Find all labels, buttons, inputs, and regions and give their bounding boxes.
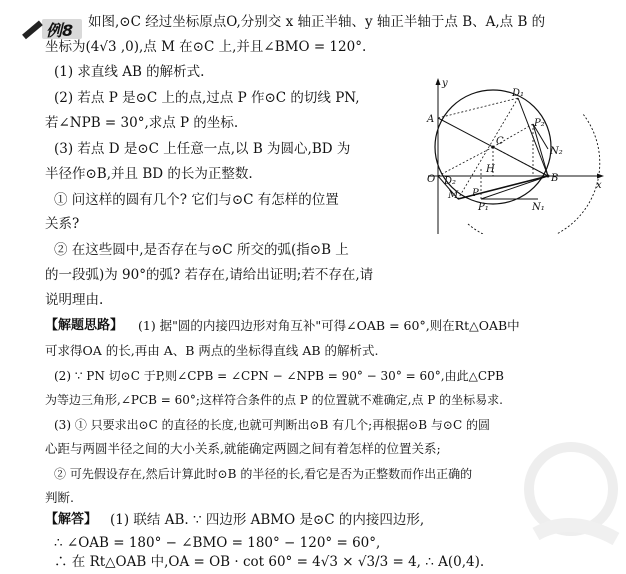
- problem-line-2: 坐标为(4√3 ,0),点 M 在⊙C 上,并且∠BMO = 120°.: [45, 39, 367, 55]
- problem-line-6: (3) 若点 D 是⊙C 上任意一点,以 B 为圆心,BD 为: [54, 141, 351, 157]
- problem-line-11: 的一段弧)为 90°的弧? 若存在,请给出证明;若不存在,请: [45, 267, 374, 283]
- problem-line-12: 说明理由.: [45, 292, 104, 308]
- label-p1: P₁: [478, 202, 489, 213]
- problem-line-4: (2) 若点 P 是⊙C 上的点,过点 P 作⊙C 的切线 PN,: [54, 90, 360, 106]
- label-b: B: [551, 173, 559, 184]
- problem-line-9: 关系?: [45, 216, 80, 232]
- label-y-axis: y: [442, 78, 448, 89]
- watermark-seal: [476, 434, 626, 554]
- label-d2: D₂: [444, 176, 457, 187]
- problem-line-3: (1) 求直线 AB 的解析式.: [54, 64, 205, 80]
- solution-line-1: (1) 联结 AB. ∵ 四边形 ABMO 是⊙C 的内接四边形,: [110, 512, 425, 528]
- problem-line-1: 如图,⊙C 经过坐标原点O,分别交 x 轴正半轴、y 轴正半轴于点 B、A,点 B 的: [88, 14, 546, 30]
- analysis-line-2: 可求得OA 的长,再由 A、B 两点的坐标得直线 AB 的解析式.: [45, 343, 379, 358]
- pencil-icon: [22, 21, 43, 40]
- analysis-line-4: 为等边三角形,∠PCB = 60°;这样符合条件的点 P 的位置就不难确定,点 P 的坐标易求.: [45, 393, 503, 407]
- point-b: [547, 175, 550, 178]
- label-m: M: [448, 190, 459, 201]
- label-c: C: [496, 136, 504, 147]
- line-p2-b: [533, 124, 548, 176]
- label-a: A: [427, 114, 435, 125]
- problem-line-8: ① 问这样的圆有几个? 它们与⊙C 有怎样的位置: [54, 192, 339, 208]
- point-c: [492, 146, 495, 149]
- label-h: H: [486, 164, 495, 175]
- label-p2: P₂: [534, 118, 545, 129]
- label-o: O: [427, 174, 436, 185]
- analysis-line-7: ② 可先假设存在,然后计算此时⊙B 的半径的长,看它是否为正整数而作出正确的: [54, 467, 473, 481]
- x-axis-arrow: [597, 174, 604, 179]
- analysis-line-1: (1) 据"圆的内接四边形对角互补"可得∠OAB = 60°,则在Rt△OAB中: [138, 318, 520, 333]
- solution-line-2: ∴ ∠OAB = 180° − ∠BMO = 180° − 120° = 60°,: [54, 535, 381, 551]
- problem-line-10: ② 在这些圆中,是否存在与⊙C 所交的弧(指⊙B 上: [54, 242, 349, 258]
- analysis-line-6: 心距与两圆半径之间的大小关系,就能确定两圆之间有着怎样的位置关系;: [45, 441, 441, 456]
- label-x-axis: x: [596, 180, 602, 191]
- line-o-c: [438, 147, 493, 176]
- solution-line-3: ∴ 在 Rt△OAB 中,OA = OB · cot 60° = 4√3 × √3/3 = 4, ∴ A(0,4).: [54, 554, 485, 570]
- label-n2: N₂: [550, 146, 563, 157]
- label-d1: D₁: [512, 88, 525, 99]
- analysis-heading: 【解题思路】: [45, 318, 124, 333]
- example-label: 例8: [46, 21, 74, 40]
- solution-heading: 【解答】: [45, 512, 98, 527]
- label-n1: N₁: [532, 202, 545, 213]
- analysis-line-8: 判断.: [45, 490, 74, 505]
- line-d1-d2: [458, 98, 518, 199]
- line-p1-b: [481, 176, 548, 199]
- analysis-line-3: (2) ∵ PN 切⊙C 于P,则∠CPB = ∠CPN − ∠NPB = 90° − 30° = 60°,由此△CPB: [54, 369, 504, 383]
- example-badge: [12, 8, 78, 38]
- label-p: P: [472, 188, 479, 199]
- y-axis-arrow: [436, 78, 441, 85]
- analysis-line-5: (3) ① 只要求出⊙C 的直径的长度,也就可判断出⊙B 有几个;再根据⊙B 与⊙C 的圆: [54, 418, 490, 432]
- problem-line-5: 若∠NPB = 30°,求点 P 的坐标.: [45, 115, 239, 131]
- problem-line-7: 半径作⊙B,并且 BD 的长为正整数.: [45, 166, 253, 182]
- geometry-figure: [408, 74, 608, 234]
